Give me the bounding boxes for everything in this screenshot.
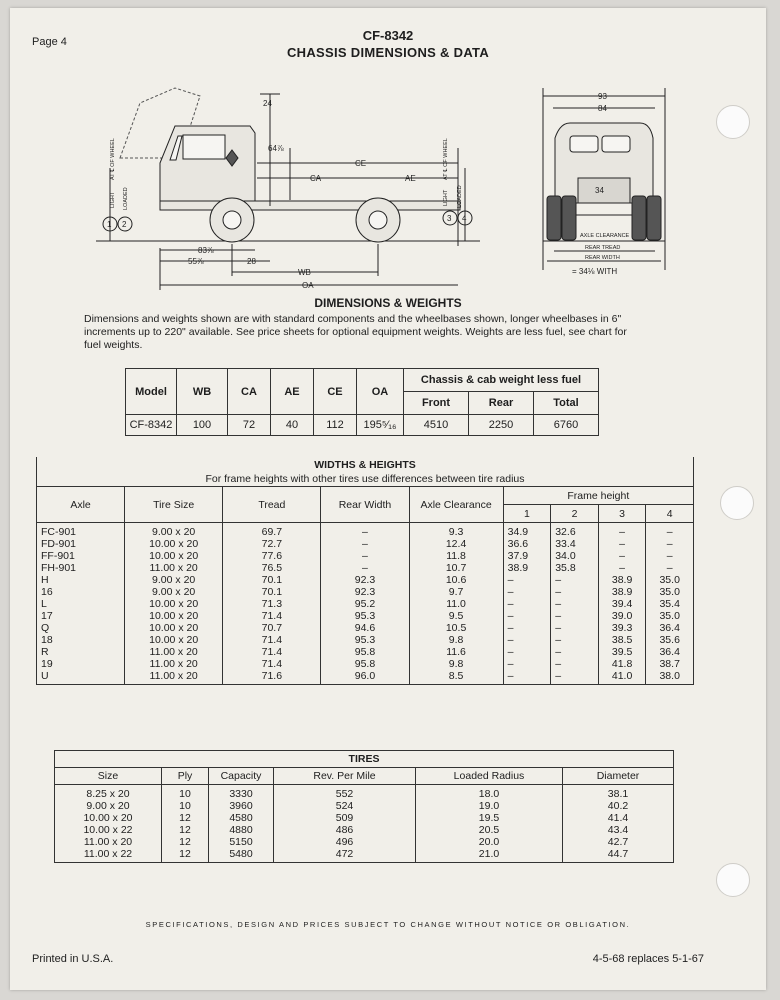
table-cell: – [503,646,551,658]
table-cell: 12 [162,812,209,824]
table-row [37,538,694,550]
dim-ce-label: CE [355,159,367,168]
table-cell: 94.6 [321,622,409,634]
table-cell: 40.2 [563,800,674,812]
at-wheel-label-rear: AT ℄ OF WHEEL [443,138,449,180]
table-row [37,550,694,562]
table-cell: 43.4 [563,824,674,836]
table-cell: 9.00 x 20 [125,523,223,539]
table-cell: 9.00 x 20 [55,800,162,812]
table-cell: 486 [274,824,416,836]
binder-hole [720,486,754,520]
table-cell: 38.7 [646,658,694,670]
circle-label-1: 1 [107,220,112,229]
table-cell: 10 [162,785,209,801]
table-cell: 95.3 [321,634,409,646]
table-cell: 19.5 [416,812,563,824]
table-row [37,634,694,646]
table-cell: 20.5 [416,824,563,836]
table-cell: 71.4 [223,610,321,622]
table-cell: 41.4 [563,812,674,824]
table-cell: 70.1 [223,574,321,586]
rear-width-label: REAR WIDTH [585,255,620,261]
table-cell: 10 [162,800,209,812]
sheet-title: CHASSIS DIMENSIONS & DATA [286,45,490,60]
table-cell: 71.4 [223,634,321,646]
circle-label-2: 2 [122,220,127,229]
table-cell: 12 [162,836,209,848]
dim-header-model: Model [126,369,177,415]
dim-table-row [126,415,599,436]
table-cell: R [37,646,125,658]
table-cell: L [37,598,125,610]
table-cell: 38.9 [503,562,551,574]
table-cell: FH-901 [37,562,125,574]
table-cell: 10.00 x 20 [125,634,223,646]
dim-24-label: 24 [263,99,272,108]
table-cell: – [551,574,599,586]
table-cell: 5480 [209,848,274,863]
table-cell: 5150 [209,836,274,848]
table-cell: – [503,586,551,598]
table-cell: 36.4 [646,622,694,634]
table-row [37,562,694,574]
table-cell: 33.4 [551,538,599,550]
tires-header-rev: Rev. Per Mile [274,768,416,785]
table-cell: – [551,610,599,622]
table-cell: 9.3 [409,523,503,539]
chassis-diagram [10,8,766,293]
dim-wb-label: WB [298,268,311,277]
table-cell: 39.3 [598,622,646,634]
table-cell: 10.00 x 20 [125,550,223,562]
table-row [55,836,674,848]
table-row [37,670,694,685]
table-cell: 32.6 [551,523,599,539]
table-cell: – [646,550,694,562]
table-cell: 71.3 [223,598,321,610]
page-number: Page 4 [32,36,67,48]
table-cell: 9.00 x 20 [125,574,223,586]
table-cell: – [321,550,409,562]
table-cell: 10.00 x 20 [125,598,223,610]
front-view-tire-right-inner [632,196,646,240]
table-cell: 36.4 [646,646,694,658]
widths-heights-table [36,457,694,685]
table-cell: 11.00 x 22 [55,848,162,863]
dim-ae-label: AE [405,174,416,183]
table-cell: 38.0 [646,670,694,685]
table-cell: 10.00 x 22 [55,824,162,836]
table-cell: 11.00 x 20 [125,646,223,658]
dim-header-ce: CE [314,369,357,415]
table-cell: 20.0 [416,836,563,848]
cab-window [183,135,225,159]
dim-header-ae: AE [271,369,314,415]
table-cell: 472 [274,848,416,863]
table-cell: 19 [37,658,125,670]
table-row [55,800,674,812]
table-row [37,610,694,622]
rear-tread-label: REAR TREAD [585,245,621,251]
table-cell: 44.7 [563,848,674,863]
table-cell: – [503,658,551,670]
table-row [37,622,694,634]
cell-oa: 195⁵⁄₁₆ [357,415,404,436]
table-cell: 35.0 [646,586,694,598]
table-row [55,812,674,824]
tires-header-size: Size [55,768,162,785]
table-cell: 19.0 [416,800,563,812]
table-cell: 11.0 [409,598,503,610]
cell-front: 4510 [404,415,469,436]
table-cell: 12 [162,848,209,863]
circle-label-3: 3 [447,214,452,223]
front-view-window-left [570,136,598,152]
light-label-front: LIGHT [110,191,116,208]
wh-header-axle: Axle [37,487,125,523]
wh-header-frame-4: 4 [646,505,694,523]
table-cell: 524 [274,800,416,812]
table-cell: 11.00 x 20 [125,562,223,574]
table-cell: 34.0 [551,550,599,562]
front-view-grille [578,178,630,203]
table-cell: 72.7 [223,538,321,550]
table-row [37,586,694,598]
table-cell: 42.7 [563,836,674,848]
table-cell: 11.6 [409,646,503,658]
front-view-tire-left-inner [562,196,576,240]
table-row [37,646,694,658]
table-cell: 38.1 [563,785,674,801]
wh-header-frame-height: Frame height [503,487,693,505]
light-label-rear: LIGHT [443,189,449,206]
table-cell: 35.8 [551,562,599,574]
dimensions-heading: DIMENSIONS & WEIGHTS [314,296,462,310]
cell-wb: 100 [177,415,228,436]
dim-header-wb: WB [177,369,228,415]
table-cell: 95.3 [321,610,409,622]
table-cell: 69.7 [223,523,321,539]
table-cell: 4880 [209,824,274,836]
tires-header-diameter: Diameter [563,768,674,785]
table-cell: FF-901 [37,550,125,562]
table-cell: 11.00 x 20 [125,658,223,670]
table-cell: – [551,646,599,658]
dimensions-weights-table [125,368,599,436]
table-cell: 36.6 [503,538,551,550]
table-cell: – [503,670,551,685]
table-cell: – [503,622,551,634]
front-view-tire-left-outer [547,196,561,240]
wh-header-rear-width: Rear Width [321,487,409,523]
weight-header-total: Total [534,392,599,415]
table-row [37,598,694,610]
table-cell: 92.3 [321,586,409,598]
table-cell: 12.4 [409,538,503,550]
table-row [55,824,674,836]
table-cell: 18 [37,634,125,646]
axle-clearance-label: AXLE CLEARANCE [580,233,630,239]
table-cell: FC-901 [37,523,125,539]
table-cell: 8.5 [409,670,503,685]
tires-header-radius: Loaded Radius [416,768,563,785]
loaded-label-rear: LOADED [457,185,463,208]
table-cell: – [551,622,599,634]
revision-date: 4-5-68 replaces 5-1-67 [592,953,704,965]
table-cell: – [598,538,646,550]
dim-28-label: 28 [247,257,256,266]
dim-header-oa: OA [357,369,404,415]
front-view-window-right [602,136,630,152]
table-cell: Q [37,622,125,634]
weight-header-rear: Rear [469,392,534,415]
table-cell: FD-901 [37,538,125,550]
table-cell: – [503,574,551,586]
table-cell: – [503,634,551,646]
table-cell: 3960 [209,800,274,812]
table-cell: 35.0 [646,574,694,586]
circle-label-4: 4 [462,214,467,223]
table-cell: 10.6 [409,574,503,586]
cell-ce: 112 [314,415,357,436]
model-title: CF-8342 [362,28,414,43]
table-row [37,658,694,670]
tires-title: TIRES [55,751,674,768]
frame-rail [160,201,460,210]
table-cell: 35.6 [646,634,694,646]
table-cell: 11.00 x 20 [125,670,223,685]
table-cell: 4580 [209,812,274,824]
table-cell: 35.0 [646,610,694,622]
wh-header-frame-2: 2 [551,505,599,523]
dim-header-ca: CA [228,369,271,415]
table-cell: 9.8 [409,658,503,670]
table-cell: 496 [274,836,416,848]
table-cell: – [646,562,694,574]
table-cell: 11.00 x 20 [55,836,162,848]
table-cell: 12 [162,824,209,836]
table-cell: – [321,562,409,574]
table-cell: 76.5 [223,562,321,574]
table-cell: U [37,670,125,685]
table-cell: 10.00 x 20 [125,538,223,550]
table-cell: 11.8 [409,550,503,562]
table-cell: – [646,538,694,550]
table-cell: H [37,574,125,586]
table-cell: 509 [274,812,416,824]
table-cell: 552 [274,785,416,801]
dim-55-label: 55⅞ [188,257,204,266]
table-row [55,848,674,863]
tires-header-ply: Ply [162,768,209,785]
table-cell: 9.7 [409,586,503,598]
cell-total: 6760 [534,415,599,436]
table-cell: 38.5 [598,634,646,646]
table-cell: 38.9 [598,574,646,586]
table-cell: 71.4 [223,646,321,658]
table-cell: – [503,610,551,622]
dim-oa-label: OA [302,281,314,290]
cell-rear: 2250 [469,415,534,436]
wh-header-frame-3: 3 [598,505,646,523]
table-cell: – [598,562,646,574]
dim-34-label: 34 [595,186,604,195]
wh-header-axle-clearance: Axle Clearance [409,487,503,523]
table-cell: 17 [37,610,125,622]
dim-84-label: 84 [598,104,607,113]
table-cell: 10.5 [409,622,503,634]
table-cell: 10.00 x 20 [55,812,162,824]
table-cell: 16 [37,586,125,598]
table-cell: – [598,550,646,562]
table-cell: 39.5 [598,646,646,658]
table-cell: 77.6 [223,550,321,562]
cell-ae: 40 [271,415,314,436]
front-view-tire-right-outer [647,196,661,240]
loaded-label-front: LOADED [123,187,129,210]
dim-64-label: 64⅞ [268,144,284,153]
table-cell: – [321,523,409,539]
table-cell: 10.00 x 20 [125,622,223,634]
table-cell: 95.8 [321,658,409,670]
table-cell: – [646,523,694,539]
tires-table [54,750,674,863]
table-cell: 92.3 [321,574,409,586]
table-cell: 9.8 [409,634,503,646]
table-cell: 96.0 [321,670,409,685]
table-cell: 41.0 [598,670,646,685]
spec-sheet-page [10,8,766,990]
table-row [55,785,674,801]
table-cell: – [551,634,599,646]
table-cell: – [551,670,599,685]
table-cell: 39.0 [598,610,646,622]
table-cell: 70.7 [223,622,321,634]
cell-ca: 72 [228,415,271,436]
table-cell: – [321,538,409,550]
table-cell: – [551,598,599,610]
wh-header-tire-size: Tire Size [125,487,223,523]
tires-header-capacity: Capacity [209,768,274,785]
table-cell: 10.00 x 20 [125,610,223,622]
table-cell: 3330 [209,785,274,801]
table-cell: 8.25 x 20 [55,785,162,801]
table-cell: 70.1 [223,586,321,598]
cell-model: CF-8342 [126,415,177,436]
table-cell: – [551,586,599,598]
binder-hole [716,863,750,897]
dim-93-label: 93 [598,92,607,101]
table-cell: 9.5 [409,610,503,622]
table-cell: 10.7 [409,562,503,574]
table-cell: 9.00 x 20 [125,586,223,598]
widths-title: WIDTHS & HEIGHTS [37,457,694,472]
dim-83-label: 83⅞ [198,246,214,255]
footer-disclaimer: SPECIFICATIONS, DESIGN AND PRICES SUBJECT TO CHANGE WITHOUT NOTICE OR OBLIGATION. [145,920,631,929]
with-note-label: = 34⅛ WITH [572,267,618,276]
front-hub [223,211,241,229]
table-cell: 37.9 [503,550,551,562]
dimensions-note: Dimensions and weights shown are with standard components and the wheelbases shown, longer wheelbases in 6" increments up to 220" available. See price sheets for optional equipment weights. Weights are less fuel, see chart for fuel weights. [84,313,627,351]
dim-ca-label: CA [310,174,322,183]
at-wheel-label-front: AT ℄ OF WHEEL [110,138,116,180]
table-cell: 95.8 [321,646,409,658]
wh-header-frame-1: 1 [503,505,551,523]
table-cell: 95.2 [321,598,409,610]
table-row [37,574,694,586]
widths-subtitle: For frame heights with other tires use differences between tire radius [37,472,694,487]
table-cell: 41.8 [598,658,646,670]
table-cell: 34.9 [503,523,551,539]
tires-body [55,785,674,863]
table-cell: 21.0 [416,848,563,863]
rear-hub [369,211,387,229]
weight-header: Chassis & cab weight less fuel [404,369,599,392]
table-cell: – [551,658,599,670]
table-cell: 39.4 [598,598,646,610]
weight-header-front: Front [404,392,469,415]
wh-header-tread: Tread [223,487,321,523]
table-cell: 71.6 [223,670,321,685]
table-cell: – [598,523,646,539]
table-cell: 35.4 [646,598,694,610]
table-cell: – [503,598,551,610]
printed-in: Printed in U.S.A. [32,953,114,965]
table-cell: 71.4 [223,658,321,670]
table-cell: 18.0 [416,785,563,801]
table-cell: 38.9 [598,586,646,598]
widths-heights-body [37,523,694,685]
table-row [37,523,694,539]
